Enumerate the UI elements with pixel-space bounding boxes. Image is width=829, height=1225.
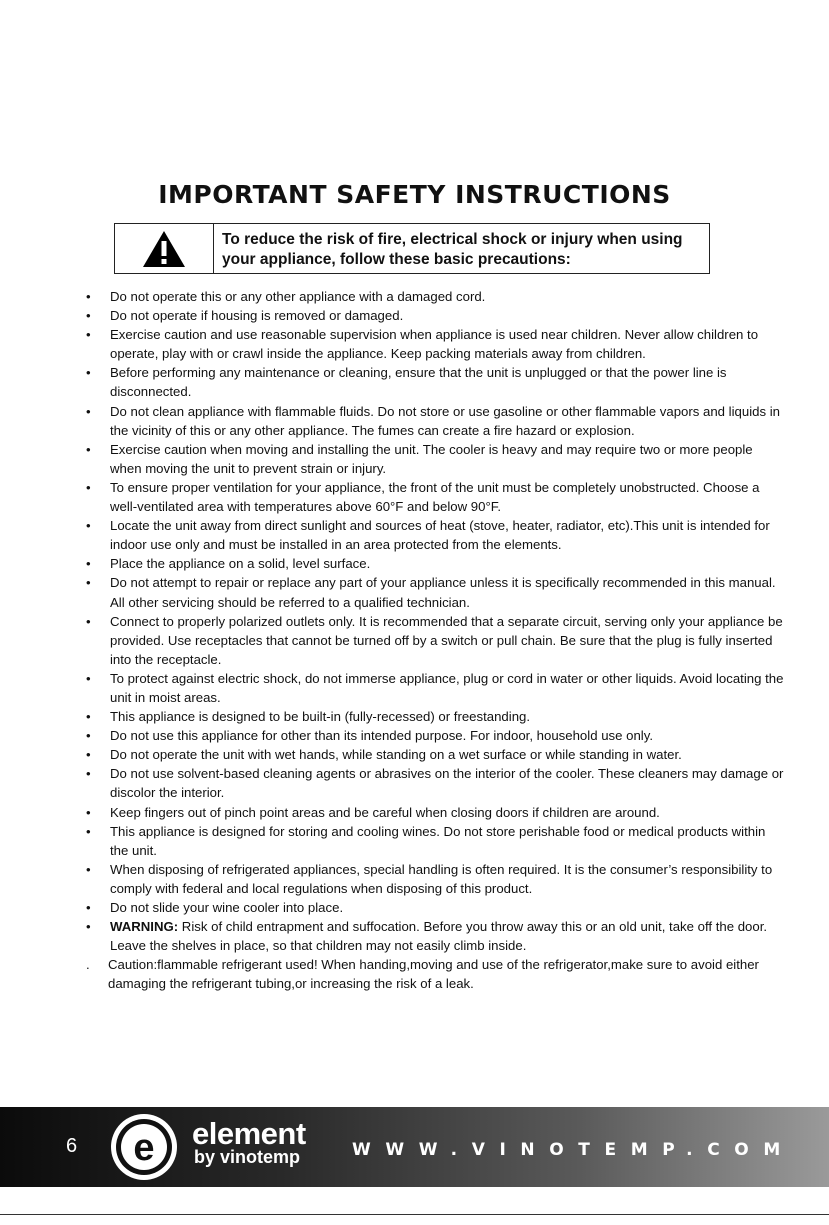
- page-number: 6: [66, 1135, 78, 1157]
- bullet-marker: •: [86, 861, 91, 877]
- safety-instructions-list: [86, 287, 786, 993]
- warning-line-2: your appliance, follow these basic precautions:: [222, 251, 571, 268]
- list-item-text: When disposing of refrigerated appliances, special handling is often required. It is the consumer’s responsibility to comply with federal and local regulations when disposing of this product.: [110, 861, 773, 896]
- footer-bar: [0, 1107, 829, 1187]
- list-item-text: Do not operate the unit with wet hands, while standing on a wet surface or while standing in water.: [110, 747, 682, 763]
- list-item: [86, 325, 786, 363]
- list-item: [86, 726, 786, 745]
- bullet-marker: •: [86, 308, 91, 324]
- bullet-marker: •: [86, 441, 91, 457]
- list-item-text: Place the appliance on a solid, level surface.: [110, 556, 371, 572]
- brand-name: element: [192, 1116, 306, 1151]
- bullet-marker: •: [86, 728, 91, 744]
- list-item: [86, 478, 786, 516]
- list-item: [86, 669, 786, 707]
- page-title: IMPORTANT SAFETY INSTRUCTIONS: [158, 180, 671, 209]
- list-item-text: Do not clean appliance with flammable fluids. Do not store or use gasoline or other flammable vapors and liquids in the vicinity of this or any other appliance. The fumes can create a fire hazard or explosion.: [110, 403, 780, 438]
- list-item-text: Locate the unit away from direct sunlight and sources of heat (stove, heater, radiator, etc).This unit is intended for indoor use only and must be installed in an area protected from the elements.: [110, 518, 770, 553]
- list-item: [86, 554, 786, 573]
- caution-text: Caution:flammable refrigerant used! When handing,moving and use of the refrigerator,make sure to avoid either damaging the refrigerant tubing,or increasing the risk of a leak.: [108, 957, 759, 992]
- list-item-text: Do not operate if housing is removed or damaged.: [110, 308, 404, 324]
- list-item: [86, 287, 786, 306]
- bullet-marker: •: [86, 327, 91, 343]
- website-url[interactable]: WWW.VINOTEMP.COM: [352, 1140, 795, 1160]
- list-item: [86, 764, 786, 802]
- list-item: [86, 822, 786, 860]
- list-item: [86, 707, 786, 726]
- list-item: [86, 745, 786, 764]
- brand-subtitle: by vinotemp: [194, 1147, 301, 1167]
- list-item-text: Exercise caution when moving and installing the unit. The cooler is heavy and may require two or more people when moving the unit to prevent strain or injury.: [110, 441, 753, 476]
- list-item: [86, 612, 786, 669]
- bullet-marker: •: [86, 804, 91, 820]
- list-item: [86, 306, 786, 325]
- bullet-marker: •: [86, 518, 91, 534]
- bullet-marker: •: [86, 613, 91, 629]
- list-item-text: Keep fingers out of pinch point areas and be careful when closing doors if children are around.: [110, 804, 660, 820]
- list-item-text: Before performing any maintenance or cleaning, ensure that the unit is unplugged or that the power line is disconnected.: [110, 365, 727, 400]
- bullet-marker: •: [86, 747, 91, 763]
- list-item: [86, 573, 786, 611]
- list-item: [86, 803, 786, 822]
- list-item: [86, 363, 786, 401]
- list-item: [86, 860, 786, 898]
- list-item-text: Do not use solvent-based cleaning agents or abrasives on the interior of the cooler. These cleaners may damage or discolor the interior.: [110, 766, 784, 801]
- bullet-marker: •: [86, 556, 91, 572]
- list-item: [86, 440, 786, 478]
- list-item-text: To protect against electric shock, do not immerse appliance, plug or cord in water or other liquids. Avoid locating the unit in moist areas.: [110, 670, 784, 705]
- list-item: [86, 516, 786, 554]
- list-item-text: Do not slide your wine cooler into place.: [110, 900, 344, 915]
- list-item-text: Do not attempt to repair or replace any part of your appliance unless it is specifically recommended in this manual. All other servicing should be referred to a qualified technician.: [110, 575, 776, 610]
- list-item-text: Do not use this appliance for other than its intended purpose. For indoor, household use only.: [110, 728, 653, 744]
- list-item-text: Risk of child entrapment and suffocation. Before you throw away this or an old unit, take off the door. Leave the shelves in place, so that children may not easily climb inside.: [110, 919, 768, 954]
- list-item-text: To ensure proper ventilation for your appliance, the front of the unit must be completely unobstructed. Choose a well-ventilated area with temperatures above 60°F and below 90°F.: [110, 479, 760, 515]
- bullet-marker: •: [86, 289, 91, 304]
- bullet-marker: •: [86, 823, 91, 839]
- bullet-marker: •: [86, 479, 91, 495]
- list-item-text: This appliance is designed for storing and cooling wines. Do not store perishable food or medical products within the unit.: [110, 823, 766, 858]
- warning-box: [114, 223, 710, 274]
- list-item: [86, 402, 786, 440]
- list-item: [86, 898, 786, 917]
- bottom-divider: [0, 1214, 829, 1215]
- warning-line-1: To reduce the risk of fire, electrical shock or injury when using: [222, 231, 683, 248]
- warning-lead: WARNING:: [110, 919, 179, 935]
- bullet-marker: •: [86, 670, 91, 686]
- bullet-marker: •: [86, 766, 91, 782]
- caution-marker: .: [86, 957, 90, 973]
- list-item-text: Exercise caution and use reasonable supervision when appliance is used near children. Never allow children to operate, play with or crawl inside the appliance. Keep packing materials away from children.: [110, 327, 759, 362]
- bullet-marker: •: [86, 900, 91, 915]
- bullet-marker: •: [86, 709, 91, 725]
- bullet-marker: •: [86, 365, 91, 381]
- caution-item: [86, 955, 786, 993]
- list-item: [86, 917, 786, 955]
- logo-letter: e: [133, 1127, 155, 1169]
- warning-icon: [115, 224, 214, 273]
- bullet-marker: •: [86, 575, 91, 591]
- warning-text: [214, 224, 683, 273]
- list-item-text: Connect to properly polarized outlets only. It is recommended that a separate circuit, serving only your appliance be provided. Use receptacles that cannot be turned off by a switch or pull chain. Be sure that the plug is fully inserted into the receptacle.: [110, 613, 783, 667]
- list-item-text: Do not operate this or any other appliance with a damaged cord.: [110, 289, 486, 304]
- list-item-text: This appliance is designed to be built-in (fully-recessed) or freestanding.: [110, 709, 531, 725]
- bullet-marker: •: [86, 919, 91, 935]
- bullet-marker: •: [86, 403, 91, 419]
- element-logo-icon: [110, 1113, 178, 1181]
